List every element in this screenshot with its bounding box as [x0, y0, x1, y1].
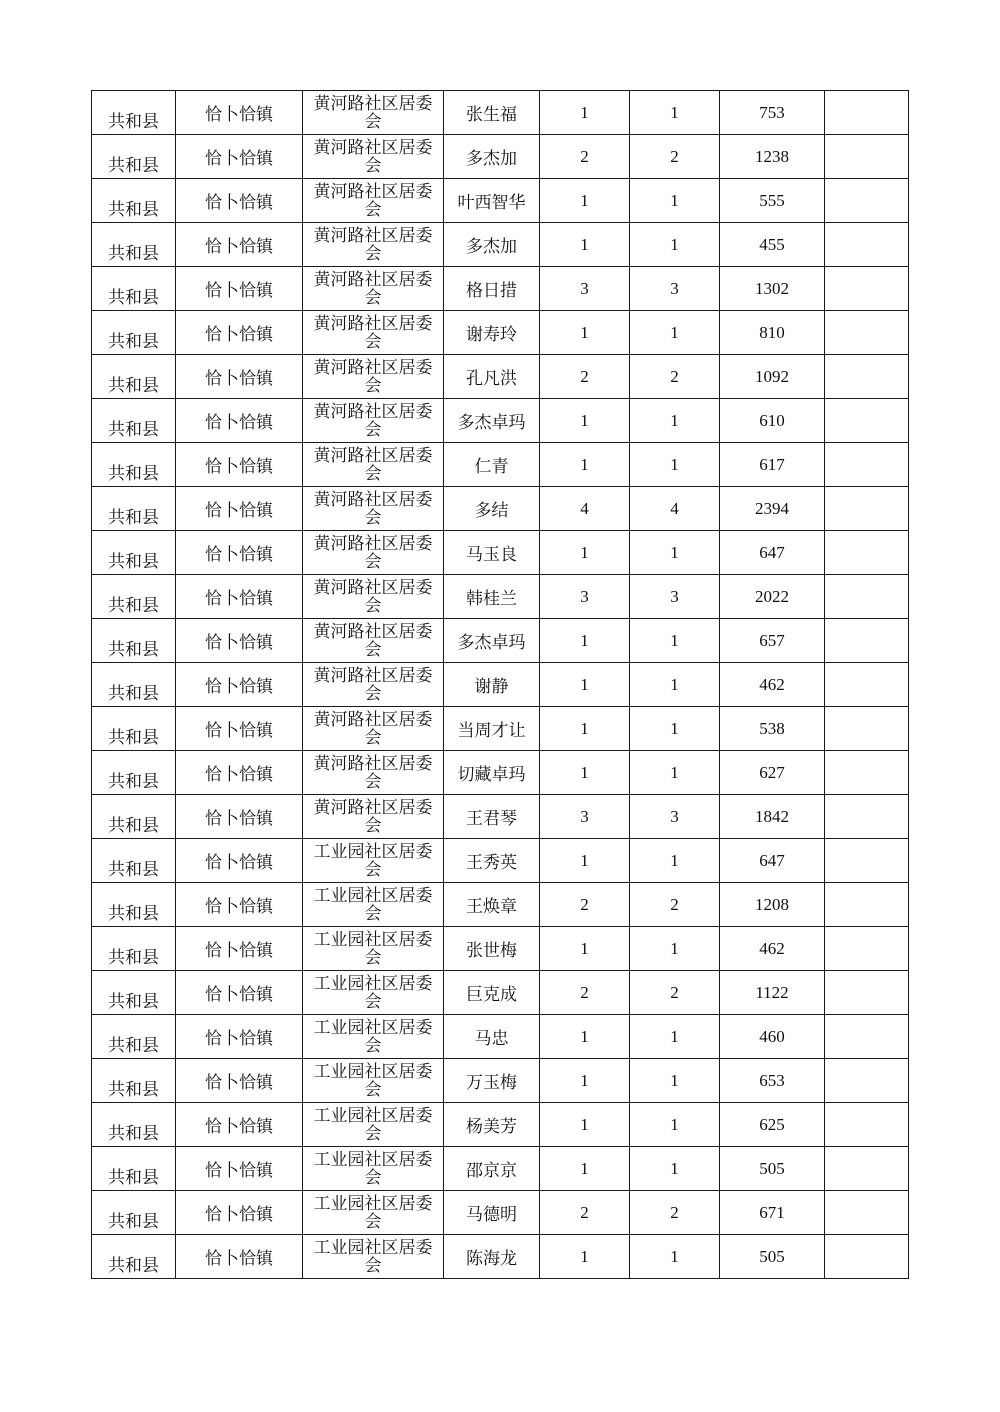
households-cell: 1: [540, 663, 630, 707]
county-cell-text: 共和县: [108, 948, 159, 968]
persons-cell: 1: [630, 179, 720, 223]
amount-cell: 1238: [720, 135, 825, 179]
committee-cell-text: 工业园社区居委会: [313, 1105, 433, 1144]
name-cell: 邵京京: [444, 1147, 540, 1191]
committee-cell-text: 工业园社区居委会: [313, 973, 433, 1012]
county-cell-text: 共和县: [108, 640, 159, 660]
persons-cell: 1: [630, 1235, 720, 1279]
county-cell: [92, 1191, 176, 1235]
county-cell-text: 共和县: [108, 244, 159, 264]
town-cell: 恰卜恰镇: [176, 927, 303, 971]
amount-cell: 1208: [720, 883, 825, 927]
town-cell: 恰卜恰镇: [176, 707, 303, 751]
note-cell: [825, 487, 909, 531]
households-cell: 1: [540, 1103, 630, 1147]
households-cell: 4: [540, 487, 630, 531]
table-row: [92, 663, 909, 707]
persons-cell: 1: [630, 619, 720, 663]
committee-cell: [303, 663, 444, 707]
households-cell: 2: [540, 971, 630, 1015]
county-cell: [92, 223, 176, 267]
table-row: [92, 531, 909, 575]
table-row: [92, 1103, 909, 1147]
amount-cell: 1302: [720, 267, 825, 311]
town-cell: 恰卜恰镇: [176, 751, 303, 795]
county-cell-text: 共和县: [108, 816, 159, 836]
county-cell: [92, 1103, 176, 1147]
committee-cell-text: 黄河路社区居委会: [313, 181, 433, 220]
name-cell: 杨美芳: [444, 1103, 540, 1147]
county-cell-text: 共和县: [108, 1124, 159, 1144]
name-cell: 张世梅: [444, 927, 540, 971]
persons-cell: 2: [630, 883, 720, 927]
table-row: [92, 179, 909, 223]
amount-cell: 647: [720, 839, 825, 883]
town-cell: 恰卜恰镇: [176, 223, 303, 267]
committee-cell: [303, 1235, 444, 1279]
name-cell: 孔凡洪: [444, 355, 540, 399]
households-cell: 1: [540, 619, 630, 663]
note-cell: [825, 795, 909, 839]
name-cell: 张生福: [444, 91, 540, 135]
amount-cell: 627: [720, 751, 825, 795]
town-cell: 恰卜恰镇: [176, 1191, 303, 1235]
county-cell-text: 共和县: [108, 332, 159, 352]
county-cell-text: 共和县: [108, 992, 159, 1012]
households-cell: 1: [540, 707, 630, 751]
name-cell: 马忠: [444, 1015, 540, 1059]
town-cell: 恰卜恰镇: [176, 267, 303, 311]
table-row: [92, 267, 909, 311]
county-cell-text: 共和县: [108, 860, 159, 880]
county-cell: [92, 399, 176, 443]
name-cell: 当周才让: [444, 707, 540, 751]
persons-cell: 1: [630, 1059, 720, 1103]
committee-cell: [303, 1015, 444, 1059]
persons-cell: 1: [630, 443, 720, 487]
amount-cell: 657: [720, 619, 825, 663]
county-cell: [92, 575, 176, 619]
persons-cell: 1: [630, 1015, 720, 1059]
committee-cell-text: 黄河路社区居委会: [313, 225, 433, 264]
county-cell-text: 共和县: [108, 772, 159, 792]
name-cell: 万玉梅: [444, 1059, 540, 1103]
county-cell: [92, 267, 176, 311]
county-cell-text: 共和县: [108, 1080, 159, 1100]
table-row: [92, 1015, 909, 1059]
county-cell: [92, 707, 176, 751]
households-cell: 1: [540, 927, 630, 971]
town-cell: 恰卜恰镇: [176, 971, 303, 1015]
county-cell: [92, 311, 176, 355]
county-cell: [92, 1059, 176, 1103]
table-row: [92, 707, 909, 751]
table-row: [92, 91, 909, 135]
county-cell-text: 共和县: [108, 464, 159, 484]
committee-cell-text: 工业园社区居委会: [313, 885, 433, 924]
committee-cell: [303, 355, 444, 399]
households-cell: 3: [540, 575, 630, 619]
households-cell: 2: [540, 355, 630, 399]
amount-cell: 505: [720, 1147, 825, 1191]
county-cell: [92, 927, 176, 971]
households-cell: 1: [540, 443, 630, 487]
committee-cell-text: 黄河路社区居委会: [313, 621, 433, 660]
persons-cell: 2: [630, 355, 720, 399]
note-cell: [825, 355, 909, 399]
amount-cell: 2022: [720, 575, 825, 619]
name-cell: 仁青: [444, 443, 540, 487]
town-cell: 恰卜恰镇: [176, 311, 303, 355]
note-cell: [825, 1147, 909, 1191]
committee-cell: [303, 443, 444, 487]
county-cell: [92, 1015, 176, 1059]
town-cell: 恰卜恰镇: [176, 1103, 303, 1147]
committee-cell: [303, 1059, 444, 1103]
amount-cell: 1122: [720, 971, 825, 1015]
committee-cell-text: 黄河路社区居委会: [313, 93, 433, 132]
county-cell-text: 共和县: [108, 904, 159, 924]
town-cell: 恰卜恰镇: [176, 399, 303, 443]
note-cell: [825, 443, 909, 487]
town-cell: 恰卜恰镇: [176, 487, 303, 531]
note-cell: [825, 971, 909, 1015]
committee-cell-text: 黄河路社区居委会: [313, 269, 433, 308]
note-cell: [825, 1235, 909, 1279]
county-cell: [92, 619, 176, 663]
county-cell: [92, 135, 176, 179]
note-cell: [825, 707, 909, 751]
note-cell: [825, 135, 909, 179]
county-cell-text: 共和县: [108, 200, 159, 220]
table-row: [92, 399, 909, 443]
name-cell: 多杰加: [444, 135, 540, 179]
amount-cell: 610: [720, 399, 825, 443]
note-cell: [825, 751, 909, 795]
note-cell: [825, 619, 909, 663]
committee-cell: [303, 1103, 444, 1147]
amount-cell: 455: [720, 223, 825, 267]
table-row: [92, 883, 909, 927]
committee-cell-text: 黄河路社区居委会: [313, 797, 433, 836]
amount-cell: 671: [720, 1191, 825, 1235]
committee-cell: [303, 795, 444, 839]
county-cell: [92, 663, 176, 707]
county-cell: [92, 531, 176, 575]
county-cell: [92, 355, 176, 399]
table-row: [92, 311, 909, 355]
households-cell: 1: [540, 1015, 630, 1059]
town-cell: 恰卜恰镇: [176, 179, 303, 223]
committee-cell-text: 工业园社区居委会: [313, 929, 433, 968]
table-row: [92, 795, 909, 839]
amount-cell: 462: [720, 927, 825, 971]
committee-cell-text: 黄河路社区居委会: [313, 753, 433, 792]
town-cell: 恰卜恰镇: [176, 663, 303, 707]
name-cell: 王焕章: [444, 883, 540, 927]
note-cell: [825, 883, 909, 927]
committee-cell: [303, 839, 444, 883]
name-cell: 陈海龙: [444, 1235, 540, 1279]
note-cell: [825, 1059, 909, 1103]
name-cell: 格日措: [444, 267, 540, 311]
households-cell: 1: [540, 531, 630, 575]
committee-cell: [303, 575, 444, 619]
county-cell-text: 共和县: [108, 112, 159, 132]
county-cell-text: 共和县: [108, 1256, 159, 1276]
amount-cell: 462: [720, 663, 825, 707]
persons-cell: 4: [630, 487, 720, 531]
amount-cell: 753: [720, 91, 825, 135]
persons-cell: 3: [630, 575, 720, 619]
town-cell: 恰卜恰镇: [176, 135, 303, 179]
county-cell: [92, 1147, 176, 1191]
committee-cell-text: 工业园社区居委会: [313, 1149, 433, 1188]
name-cell: 王君琴: [444, 795, 540, 839]
committee-cell: [303, 619, 444, 663]
note-cell: [825, 575, 909, 619]
persons-cell: 1: [630, 399, 720, 443]
table-row: [92, 223, 909, 267]
town-cell: 恰卜恰镇: [176, 795, 303, 839]
note-cell: [825, 223, 909, 267]
households-cell: 2: [540, 883, 630, 927]
committee-cell-text: 黄河路社区居委会: [313, 665, 433, 704]
note-cell: [825, 839, 909, 883]
county-cell-text: 共和县: [108, 508, 159, 528]
committee-cell: [303, 91, 444, 135]
name-cell: 多杰加: [444, 223, 540, 267]
persons-cell: 2: [630, 1191, 720, 1235]
county-cell-text: 共和县: [108, 728, 159, 748]
county-cell-text: 共和县: [108, 1168, 159, 1188]
note-cell: [825, 531, 909, 575]
households-cell: 1: [540, 1147, 630, 1191]
persons-cell: 1: [630, 751, 720, 795]
persons-cell: 1: [630, 91, 720, 135]
committee-cell-text: 黄河路社区居委会: [313, 137, 433, 176]
amount-cell: 625: [720, 1103, 825, 1147]
name-cell: 切藏卓玛: [444, 751, 540, 795]
table-row: [92, 1147, 909, 1191]
households-cell: 1: [540, 839, 630, 883]
table-row: [92, 575, 909, 619]
committee-cell-text: 黄河路社区居委会: [313, 445, 433, 484]
committee-cell: [303, 487, 444, 531]
committee-cell: [303, 707, 444, 751]
amount-cell: 647: [720, 531, 825, 575]
town-cell: 恰卜恰镇: [176, 531, 303, 575]
county-cell: [92, 91, 176, 135]
households-cell: 3: [540, 267, 630, 311]
committee-cell-text: 黄河路社区居委会: [313, 577, 433, 616]
table-row: [92, 443, 909, 487]
amount-cell: 653: [720, 1059, 825, 1103]
committee-cell-text: 黄河路社区居委会: [313, 313, 433, 352]
county-cell: [92, 1235, 176, 1279]
note-cell: [825, 267, 909, 311]
name-cell: 多杰卓玛: [444, 399, 540, 443]
town-cell: 恰卜恰镇: [176, 1235, 303, 1279]
table-row: [92, 619, 909, 663]
county-cell-text: 共和县: [108, 376, 159, 396]
table-row: [92, 751, 909, 795]
county-cell: [92, 751, 176, 795]
county-cell: [92, 443, 176, 487]
table-row: [92, 1059, 909, 1103]
county-cell-text: 共和县: [108, 1212, 159, 1232]
amount-cell: 538: [720, 707, 825, 751]
committee-cell-text: 黄河路社区居委会: [313, 357, 433, 396]
name-cell: 多杰卓玛: [444, 619, 540, 663]
persons-cell: 2: [630, 971, 720, 1015]
committee-cell-text: 工业园社区居委会: [313, 1017, 433, 1056]
town-cell: 恰卜恰镇: [176, 443, 303, 487]
note-cell: [825, 179, 909, 223]
households-cell: 3: [540, 795, 630, 839]
county-cell-text: 共和县: [108, 552, 159, 572]
town-cell: 恰卜恰镇: [176, 355, 303, 399]
committee-cell: [303, 1147, 444, 1191]
amount-cell: 505: [720, 1235, 825, 1279]
households-cell: 1: [540, 399, 630, 443]
households-cell: 1: [540, 91, 630, 135]
county-cell-text: 共和县: [108, 1036, 159, 1056]
committee-cell-text: 工业园社区居委会: [313, 1061, 433, 1100]
county-cell: [92, 487, 176, 531]
county-cell-text: 共和县: [108, 596, 159, 616]
persons-cell: 1: [630, 223, 720, 267]
county-cell: [92, 971, 176, 1015]
county-cell-text: 共和县: [108, 288, 159, 308]
note-cell: [825, 663, 909, 707]
committee-cell: [303, 311, 444, 355]
name-cell: 谢静: [444, 663, 540, 707]
amount-cell: 1842: [720, 795, 825, 839]
name-cell: 韩桂兰: [444, 575, 540, 619]
town-cell: 恰卜恰镇: [176, 1015, 303, 1059]
table-row: [92, 1191, 909, 1235]
persons-cell: 1: [630, 1147, 720, 1191]
persons-cell: 1: [630, 311, 720, 355]
amount-cell: 2394: [720, 487, 825, 531]
note-cell: [825, 927, 909, 971]
note-cell: [825, 1015, 909, 1059]
committee-cell: [303, 135, 444, 179]
note-cell: [825, 1191, 909, 1235]
committee-cell: [303, 927, 444, 971]
committee-cell: [303, 883, 444, 927]
committee-cell: [303, 179, 444, 223]
table-row: [92, 927, 909, 971]
persons-cell: 3: [630, 795, 720, 839]
amount-cell: 810: [720, 311, 825, 355]
committee-cell: [303, 751, 444, 795]
county-cell-text: 共和县: [108, 420, 159, 440]
committee-cell: [303, 223, 444, 267]
note-cell: [825, 91, 909, 135]
persons-cell: 1: [630, 663, 720, 707]
table-row: [92, 839, 909, 883]
households-cell: 1: [540, 223, 630, 267]
town-cell: 恰卜恰镇: [176, 575, 303, 619]
table-row: [92, 487, 909, 531]
assistance-roster-table: [91, 90, 909, 1279]
committee-cell: [303, 971, 444, 1015]
amount-cell: 617: [720, 443, 825, 487]
name-cell: 马德明: [444, 1191, 540, 1235]
amount-cell: 460: [720, 1015, 825, 1059]
committee-cell: [303, 1191, 444, 1235]
committee-cell: [303, 531, 444, 575]
name-cell: 叶西智华: [444, 179, 540, 223]
note-cell: [825, 311, 909, 355]
committee-cell-text: 工业园社区居委会: [313, 1193, 433, 1232]
committee-cell-text: 黄河路社区居委会: [313, 401, 433, 440]
note-cell: [825, 1103, 909, 1147]
name-cell: 谢寿玲: [444, 311, 540, 355]
households-cell: 1: [540, 1059, 630, 1103]
households-cell: 1: [540, 311, 630, 355]
table-row: [92, 1235, 909, 1279]
town-cell: 恰卜恰镇: [176, 1059, 303, 1103]
persons-cell: 1: [630, 927, 720, 971]
county-cell: [92, 839, 176, 883]
name-cell: 巨克成: [444, 971, 540, 1015]
name-cell: 马玉良: [444, 531, 540, 575]
committee-cell: [303, 267, 444, 311]
county-cell-text: 共和县: [108, 156, 159, 176]
persons-cell: 2: [630, 135, 720, 179]
town-cell: 恰卜恰镇: [176, 619, 303, 663]
households-cell: 2: [540, 1191, 630, 1235]
roster-body: [92, 91, 909, 1279]
persons-cell: 1: [630, 1103, 720, 1147]
table-row: [92, 135, 909, 179]
households-cell: 1: [540, 179, 630, 223]
county-cell-text: 共和县: [108, 684, 159, 704]
committee-cell-text: 工业园社区居委会: [313, 1237, 433, 1276]
county-cell: [92, 179, 176, 223]
households-cell: 2: [540, 135, 630, 179]
amount-cell: 1092: [720, 355, 825, 399]
table-row: [92, 971, 909, 1015]
name-cell: 王秀英: [444, 839, 540, 883]
county-cell: [92, 795, 176, 839]
committee-cell-text: 黄河路社区居委会: [313, 489, 433, 528]
persons-cell: 1: [630, 839, 720, 883]
committee-cell: [303, 399, 444, 443]
table-row: [92, 355, 909, 399]
town-cell: 恰卜恰镇: [176, 839, 303, 883]
name-cell: 多结: [444, 487, 540, 531]
persons-cell: 1: [630, 531, 720, 575]
persons-cell: 3: [630, 267, 720, 311]
households-cell: 1: [540, 1235, 630, 1279]
households-cell: 1: [540, 751, 630, 795]
town-cell: 恰卜恰镇: [176, 91, 303, 135]
committee-cell-text: 黄河路社区居委会: [313, 533, 433, 572]
town-cell: 恰卜恰镇: [176, 1147, 303, 1191]
committee-cell-text: 工业园社区居委会: [313, 841, 433, 880]
county-cell: [92, 883, 176, 927]
town-cell: 恰卜恰镇: [176, 883, 303, 927]
amount-cell: 555: [720, 179, 825, 223]
committee-cell-text: 黄河路社区居委会: [313, 709, 433, 748]
persons-cell: 1: [630, 707, 720, 751]
note-cell: [825, 399, 909, 443]
